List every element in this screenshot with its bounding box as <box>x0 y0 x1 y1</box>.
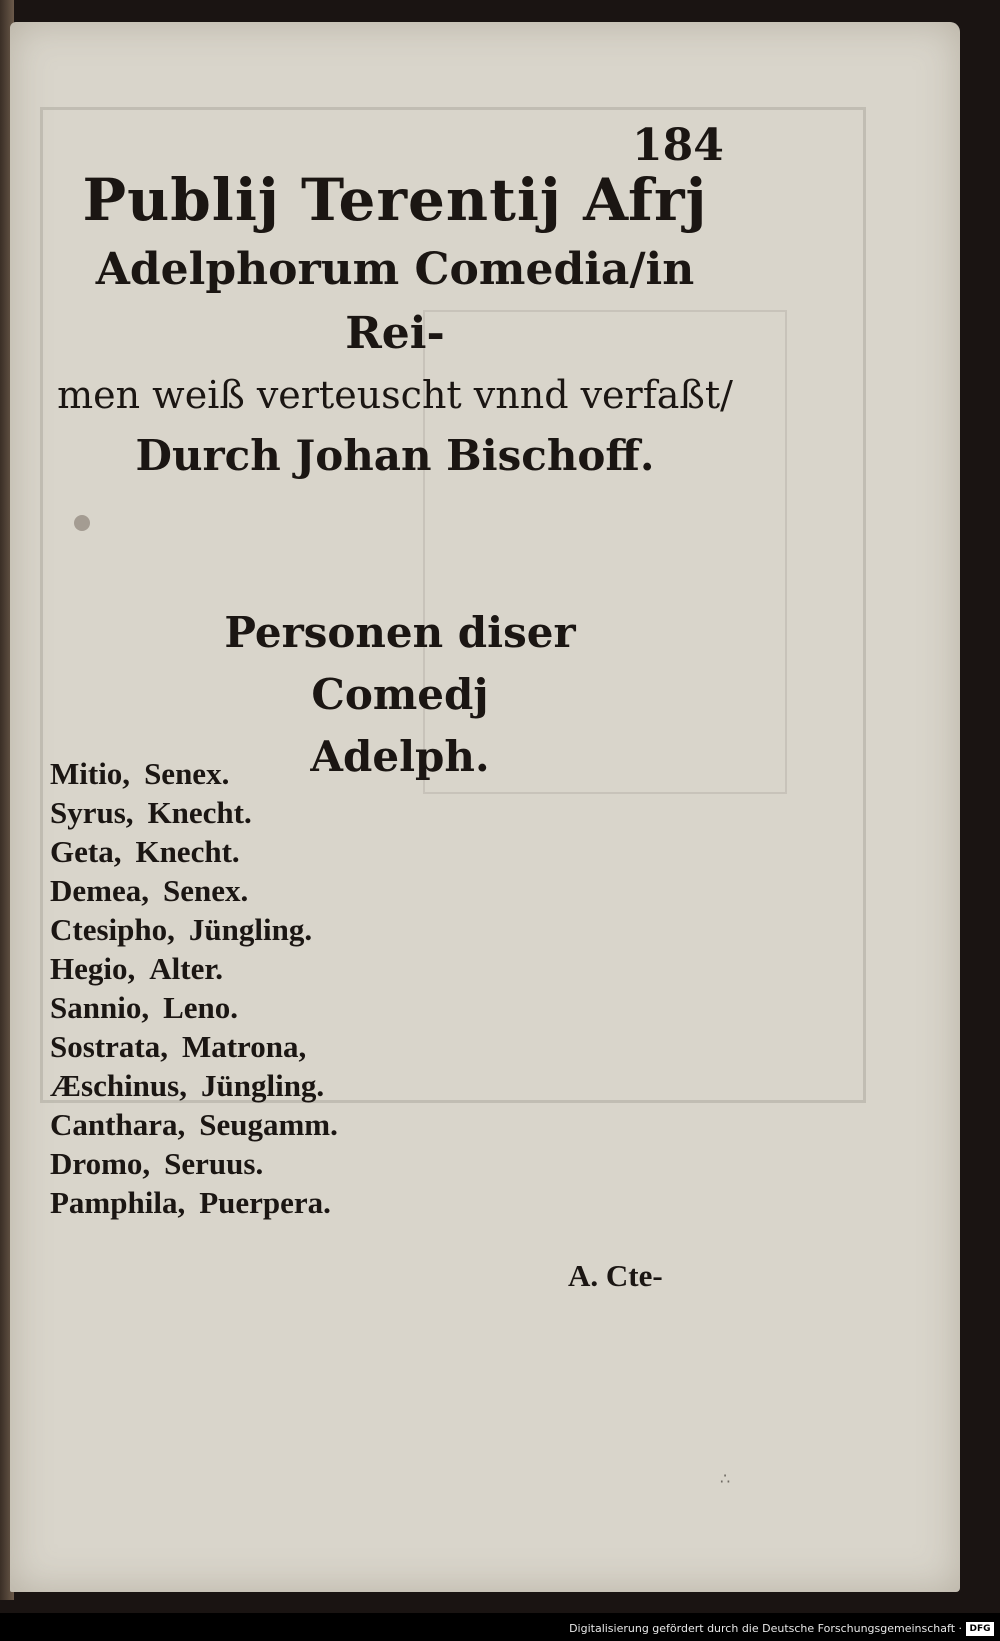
cast-name: Hegio, <box>50 951 136 986</box>
cast-entry <box>50 793 338 832</box>
cast-name: Æschinus, <box>50 1068 187 1103</box>
title-line-4: Durch Johan Bischoff. <box>135 431 655 480</box>
cast-name: Mitio, <box>50 756 131 791</box>
cast-role: Senex. <box>162 873 249 908</box>
dfg-logo-icon: DFG <box>966 1622 994 1636</box>
title-line-1: Publij Terentij Afrj <box>82 166 708 234</box>
cast-entry <box>50 832 338 871</box>
cast-entry <box>50 1105 338 1144</box>
cast-entry <box>50 871 338 910</box>
cast-role: Matrona, <box>181 1029 307 1064</box>
title-line-2: Adelphorum Comedia/in Rei- <box>95 244 695 359</box>
footer-bar <box>0 1613 1000 1641</box>
cast-role: Knecht. <box>147 795 252 830</box>
cast-role: Knecht. <box>135 834 240 869</box>
cast-name: Sostrata, <box>50 1029 168 1064</box>
cast-name: Sannio, <box>50 990 150 1025</box>
cast-name: Demea, <box>50 873 149 908</box>
cast-entry <box>50 910 338 949</box>
persons-heading-line-2: Adelph. <box>310 732 490 781</box>
cast-name: Pamphila, <box>50 1185 186 1220</box>
cast-entry <box>50 1027 338 1066</box>
cast-entry <box>50 949 338 988</box>
footer-credit: Digitalisierung gefördert durch die Deutsche Forschungsgemeinschaft · <box>569 1622 962 1635</box>
title-line-3: men weiß verteuscht vnnd verfaßt/ <box>57 373 733 417</box>
cast-entry <box>50 988 338 1027</box>
cast-role: Puerpera. <box>199 1185 331 1220</box>
cast-name: Syrus, <box>50 795 134 830</box>
cast-entry <box>50 754 338 793</box>
ink-speck: ∴ <box>720 1469 731 1488</box>
title-block <box>50 162 740 488</box>
cast-name: Ctesipho, <box>50 912 175 947</box>
cast-name: Dromo, <box>50 1146 151 1181</box>
cast-role: Seugamm. <box>199 1107 338 1142</box>
cast-role: Senex. <box>144 756 230 791</box>
cast-name: Geta, <box>50 834 122 869</box>
cast-role: Alter. <box>149 951 223 986</box>
cast-list <box>50 754 338 1222</box>
ink-dot-ornament <box>74 515 90 531</box>
cast-role: Seruus. <box>164 1146 264 1181</box>
catchword: A. Cte- <box>568 1258 663 1293</box>
cast-role: Jüngling. <box>188 912 313 947</box>
page-number: 184 <box>632 120 724 171</box>
cast-role: Jüngling. <box>200 1068 325 1103</box>
cast-entry <box>50 1144 338 1183</box>
cast-entry <box>50 1183 338 1222</box>
cast-role: Leno. <box>163 990 239 1025</box>
cast-entry <box>50 1066 338 1105</box>
cast-name: Canthara, <box>50 1107 186 1142</box>
persons-heading-line-1: Personen diser Comedj <box>224 608 576 719</box>
book-page <box>10 22 960 1592</box>
